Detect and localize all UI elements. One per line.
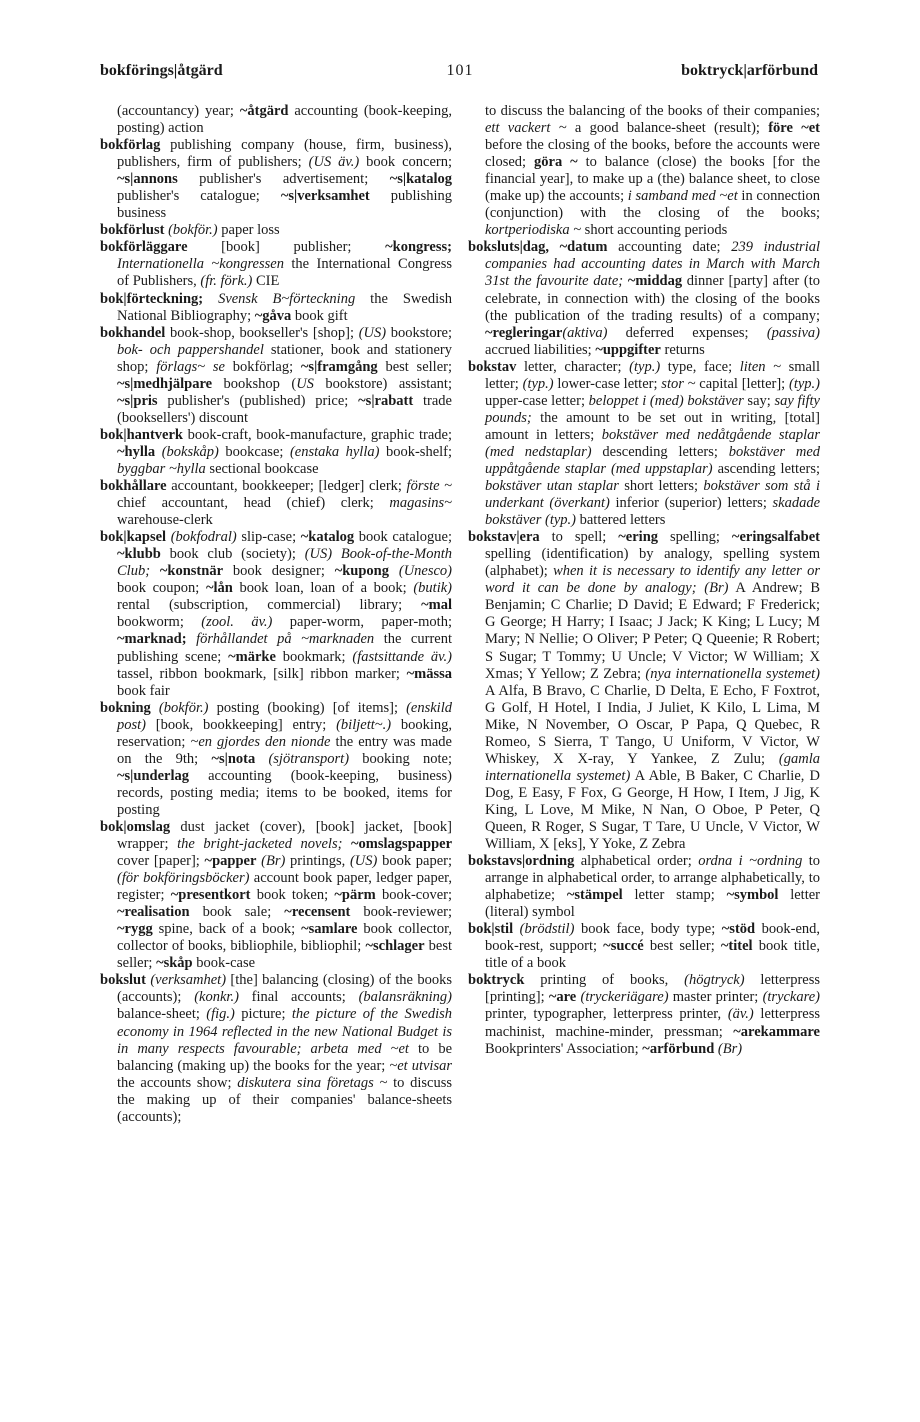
running-head-right: boktryck|arförbund xyxy=(681,62,818,79)
right-column xyxy=(468,103,820,1058)
dictionary-entry: bokhandel book-shop, bookseller's [shop]; (US) bookstore; bok- och pappershandel stationer, book and stationery shop; förlags~ se bokförlag; ~s|framgång best seller; ~s|medhjälpare bookshop (US bookstore) assistant; ~s|pris publisher's (published) price; ~s|rabatt trade (booksellers') discount xyxy=(100,324,453,426)
dictionary-entry: to discuss the balancing of the books of their companies; ett vackert ~ a good balance-sheet (result); före ~et before the closing of the books, before the accounts were closed; göra ~ to balance (close) the books [for the financial year], to make up a (the) balance sheet, to close (make up) the accounts; i samband med ~et in connection (conjunction) with the closing of the books; kortperiodiska ~ short accounting periods xyxy=(485,103,821,239)
dictionary-entry: (accountancy) year; ~åtgärd accounting (book-keeping, posting) action xyxy=(117,103,453,137)
dictionary-entry: bokstav letter, character; (typ.) type, face; liten ~ small letter; (typ.) lower-case letter; stor ~ capital [letter]; (typ.) upper-case letter; beloppet i (med) bokstäver say; say fifty pounds; the amount to be set out in writing, [total] amount in letters; bokstäver med nedåtgående staplar (med nedstaplar) descending letters; bokstäver med uppåtgående staplar (med uppstaplar) ascending letters; bokstäver utan staplar short letters; bokstäver som stå i underkant (överkant) inferior (superior) letters; skadade bokstäver (typ.) battered letters xyxy=(468,358,821,529)
dictionary-entry: bokförlust (bokför.) paper loss xyxy=(100,222,280,239)
dictionary-entry: bokstavs|ordning alphabetical order; ordna i ~ordning to arrange in alphabetical order, to arrange alphabetically, to alphabetize; ~stämpel letter stamp; ~symbol letter (literal) symbol xyxy=(468,853,821,921)
dictionary-entry: bokslut (verksamhet) [the] balancing (closing) of the books (accounts); (konkr.) final accounts; (balansräkning) balance-sheet; (fig.) picture; the picture of the Swedish economy in 1964 reflected in the new National Budget is in many respects favourable; arbeta med ~et to be balancing (making up) the books for the year; ~et utvisar the accounts show; diskutera sina företags ~ to discuss the making up of their companies' balance-sheets (accounts); xyxy=(100,972,453,1125)
page-number: 101 xyxy=(446,62,474,79)
dictionary-entry: bokhållare accountant, bookkeeper; [ledger] clerk; förste ~ chief accountant, head (chief) clerk; magasins~ warehouse-clerk xyxy=(100,478,453,529)
dictionary-entry: bok|kapsel (bokfodral) slip-case; ~katalog book catalogue; ~klubb book club (society); (US) Book-of-the-Month Club; ~konstnär book designer; ~kupong (Unesco) book coupon; ~lån book loan, loan of a book; (butik) rental (subscription, commercial) library; ~mal bookworm; (zool. äv.) paper-worm, paper-moth; ~marknad; förhållandet på ~marknaden the current publishing scene; ~märke bookmark; (fastsittande äv.) tassel, ribbon bookmark, [silk] ribbon marker; ~mässa book fair xyxy=(100,529,453,699)
dictionary-entry: bok|förteckning; Svensk B~förteckning the Swedish National Bibliography; ~gåva book gift xyxy=(100,290,452,324)
dictionary-entry: bok|omslag dust jacket (cover), [book] jacket, [book] wrapper; the bright-jacketed novels; ~omslagspapper cover [paper]; ~papper (Br) printings, (US) book paper; (för bokföringsböcker) account book paper, ledger paper, register; ~presentkort book token; ~pärm book-cover; ~realisation book sale; ~recensent book-reviewer; ~rygg spine, back of a book; ~samlare book collector, collector of books, bibliophile, bibliophil; ~schlager best seller; ~skåp book-case xyxy=(100,818,453,972)
dictionary-entry: bok|hantverk book-craft, book-manufacture, graphic trade; ~hylla (bokskåp) bookcase; (enstaka hylla) book-shelf; byggbar ~hylla sectional bookcase xyxy=(100,426,453,477)
dictionary-entry: boksluts|dag, ~datum accounting date; 239 industrial companies had accounting dates in March with March 31st the favourite date; ~middag dinner [party] after (to celebrate, in connection with) the closing of the books (the publication of the trading results) of a company; ~regleringar(aktiva) deferred expenses; (passiva) accrued liabilities; ~uppgifter returns xyxy=(468,239,821,358)
dictionary-entry: bokförläggare [book] publisher; ~kongress; Internationella ~kongressen the International Congress of Publishers, (fr. förk.) CIE xyxy=(100,239,453,290)
dictionary-entry: boktryck printing of books, (högtryck) letterpress [printing]; ~are (tryckeriägare) master printer; (tryckare) printer, typographer, letterpress printer, (äv.) letterpress machinist, machine-minder, pressman; ~arekammare Bookprinters' Association; ~arförbund (Br) xyxy=(468,972,821,1057)
left-column xyxy=(100,103,452,1126)
dictionary-entry: bokförlag publishing company (house, firm, business), publishers, firm of publishers; (US äv.) book concern; ~s|annons publisher's advertisement; ~s|katalog publisher's catalogue; ~s|verksamhet publishing business xyxy=(100,137,452,222)
dictionary-entry: bokning (bokför.) posting (booking) [of items]; (enskild post) [book, bookkeeping] entry; (biljett~.) booking, reservation; ~en gjordes den nionde the entry was made on the 9th; ~s|nota (sjötransport) booking note; ~s|underlag accounting (book-keeping, business) records, posting media; items to be booked, items for posting xyxy=(100,699,452,818)
running-head-left: bokförings|åtgärd xyxy=(100,62,223,79)
dictionary-entry: bok|stil (brödstil) book face, body type; ~stöd book-end, book-rest, support; ~succé best seller; ~titel book title, title of a book xyxy=(468,921,821,972)
dictionary-entry: bokstav|era to spell; ~ering spelling; ~eringsalfabet spelling (identification) by analogy, spelling system (alphabet); when it is necessary to identify any letter or word it can be done by analogy; (Br) A Andrew; B Benjamin; C Charlie; D David; E Edward; F Frederick; G George; H Harry; I Isaac; J Jack; K King; L Lucy; M Mary; N Nellie; O Oliver; P Peter; Q Queenie; R Robert; S Sugar; T Tommy; U Uncle; V Victor; W William; X Xmas; Y Yellow; Z Zebra; (nya internationella systemet) A Alfa, B Bravo, C Charlie, D Delta, E Echo, F Foxtrot, G Golf, H Hotel, I India, J Juliet, K Kilo, L Lima, M Mike, N November, O Oscar, P Papa, Q Quebec, R Romeo, S Sierra, T Tango, U Uniform, V Victor, W Whiskey, X X-ray, Y Yankee, Z Zulu; (gamla internationella systemet) A Able, B Baker, C Charlie, D Dog, E Easy, F Fox, G George, H How, I Item, J Jig, K King, L Love, M Mike, N Nan, O Oboe, P Peter, Q Queen, R Roger, S Sugar, T Tare, U Uncle, V Victor, W William, X [eks], Y Yoke, Z Zebra xyxy=(468,529,821,853)
